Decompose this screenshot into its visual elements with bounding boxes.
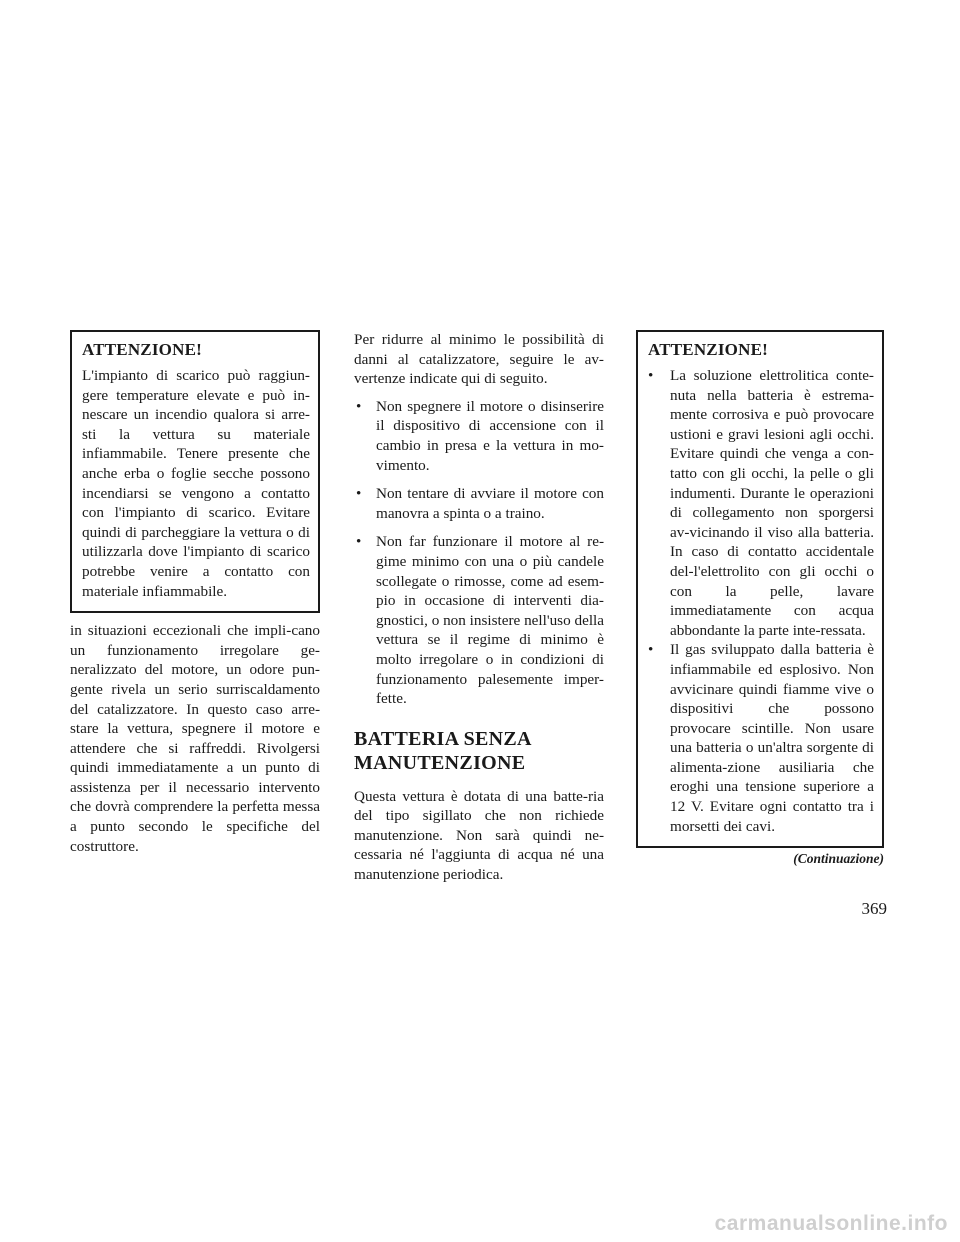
page-number: 369: [861, 899, 887, 918]
middle-column: [354, 330, 604, 885]
warning-text: L'impianto di scarico può raggiun-gere temperature elevate e può in-nescare un incendio qualora si arre-sti la vettura su materiale infiammabile. Tenere presente che anche erba o foglie secche possono incendiarsi se vengono a contatto con l'impianto di scarico. Evitare quindi di parcheggiare la vettura o di utilizzarla dove l'impianto di scarico potrebbe venire a contatto con materiale infiammabile.: [82, 367, 310, 600]
continued-label: (Continuazione): [793, 851, 884, 867]
left-column: [70, 330, 320, 856]
battery-paragraph: Questa vettura è dotata di una batte-ria del tipo sigillato che non richiede manutenzione. Non sarà quindi ne-cessaria né l'aggiunta di acqua né una manutenzione periodica.: [354, 787, 604, 884]
list-item: • Non tentare di avviare il motore con manovra a spinta o a traino.: [356, 485, 604, 522]
catalyst-tips-list: [354, 397, 604, 709]
exhaust-warning-box: [70, 330, 320, 613]
catalyst-overheat-paragraph: in situazioni eccezionali che impli-cano un funzionamento irregolare ge-neralizzato del motore, un odore pun-gente rivela un serio surriscaldamento del catalizzatore. In questo caso arre-stare la vettura, spegnere il motore e attendere che si raffreddi. Rivolgersi quindi immediatamente a un punto di assistenza per il necessario intervento che dovrà comprendere la perfetta messa a punto secondo le specifiche del costruttore.: [70, 622, 320, 855]
list-item: • Non far funzionare il motore al re-gime minimo con una o più candele scollegate o rimosse, come ad esem-pio in occasione di interventi dia-gnostici, o non insistere nell'uso della vettura se il regime di minimo è molto irregolare o in condizioni di funzionamento palesemente imper-fette.: [356, 533, 604, 708]
bullet-icon: •: [356, 485, 362, 503]
bullet-icon: •: [648, 641, 654, 659]
list-item: • La soluzione elettrolitica conte-nuta nella batteria è estrema-mente corrosiva e può provocare ustioni e gravi lesioni agli occhi. Evitare quindi che venga a con-tatto con gli occhi, la pelle o gli indumenti. Durante le operazioni di collegamento non sporgersi av-vicinando il viso alla batteria. In caso di contatto accidentale del-l'elettrolito con gli occhi o con la pelle, lavare immediatamente con acqua abbondante la parte inte-ressata.: [648, 367, 874, 639]
warning-title: ATTENZIONE!: [648, 340, 768, 359]
warning-list: [648, 366, 874, 836]
watermark: carmanualsonline.info: [714, 1212, 948, 1235]
battery-warning-box: [636, 330, 884, 848]
bullet-icon: •: [356, 533, 362, 551]
list-item: • Il gas sviluppato dalla batteria è infiammabile ed esplosivo. Non avvicinare quindi fiamme vive o dispositivi che possono provocare scintille. Non usare una batteria o un'altra sorgente di alimenta-zione ausiliaria che eroghi una tensione superiore a 12 V. Evitare ogni contatto tra i morsetti dei cavi.: [648, 641, 874, 835]
bullet-icon: •: [356, 397, 362, 415]
bullet-icon: •: [648, 367, 654, 384]
list-item: • Non spegnere il motore o disinserire il dispositivo di accensione con il cambio in presa e la vettura in mo-vimento.: [356, 397, 604, 474]
right-column: [636, 330, 884, 867]
catalyst-intro-paragraph: Per ridurre al minimo le possibilità di danni al catalizzatore, seguire le av-vertenze indicate qui di seguito.: [354, 331, 604, 388]
section-heading: BATTERIA SENZA MANUTENZIONE: [354, 727, 531, 774]
warning-title: ATTENZIONE!: [82, 340, 202, 359]
